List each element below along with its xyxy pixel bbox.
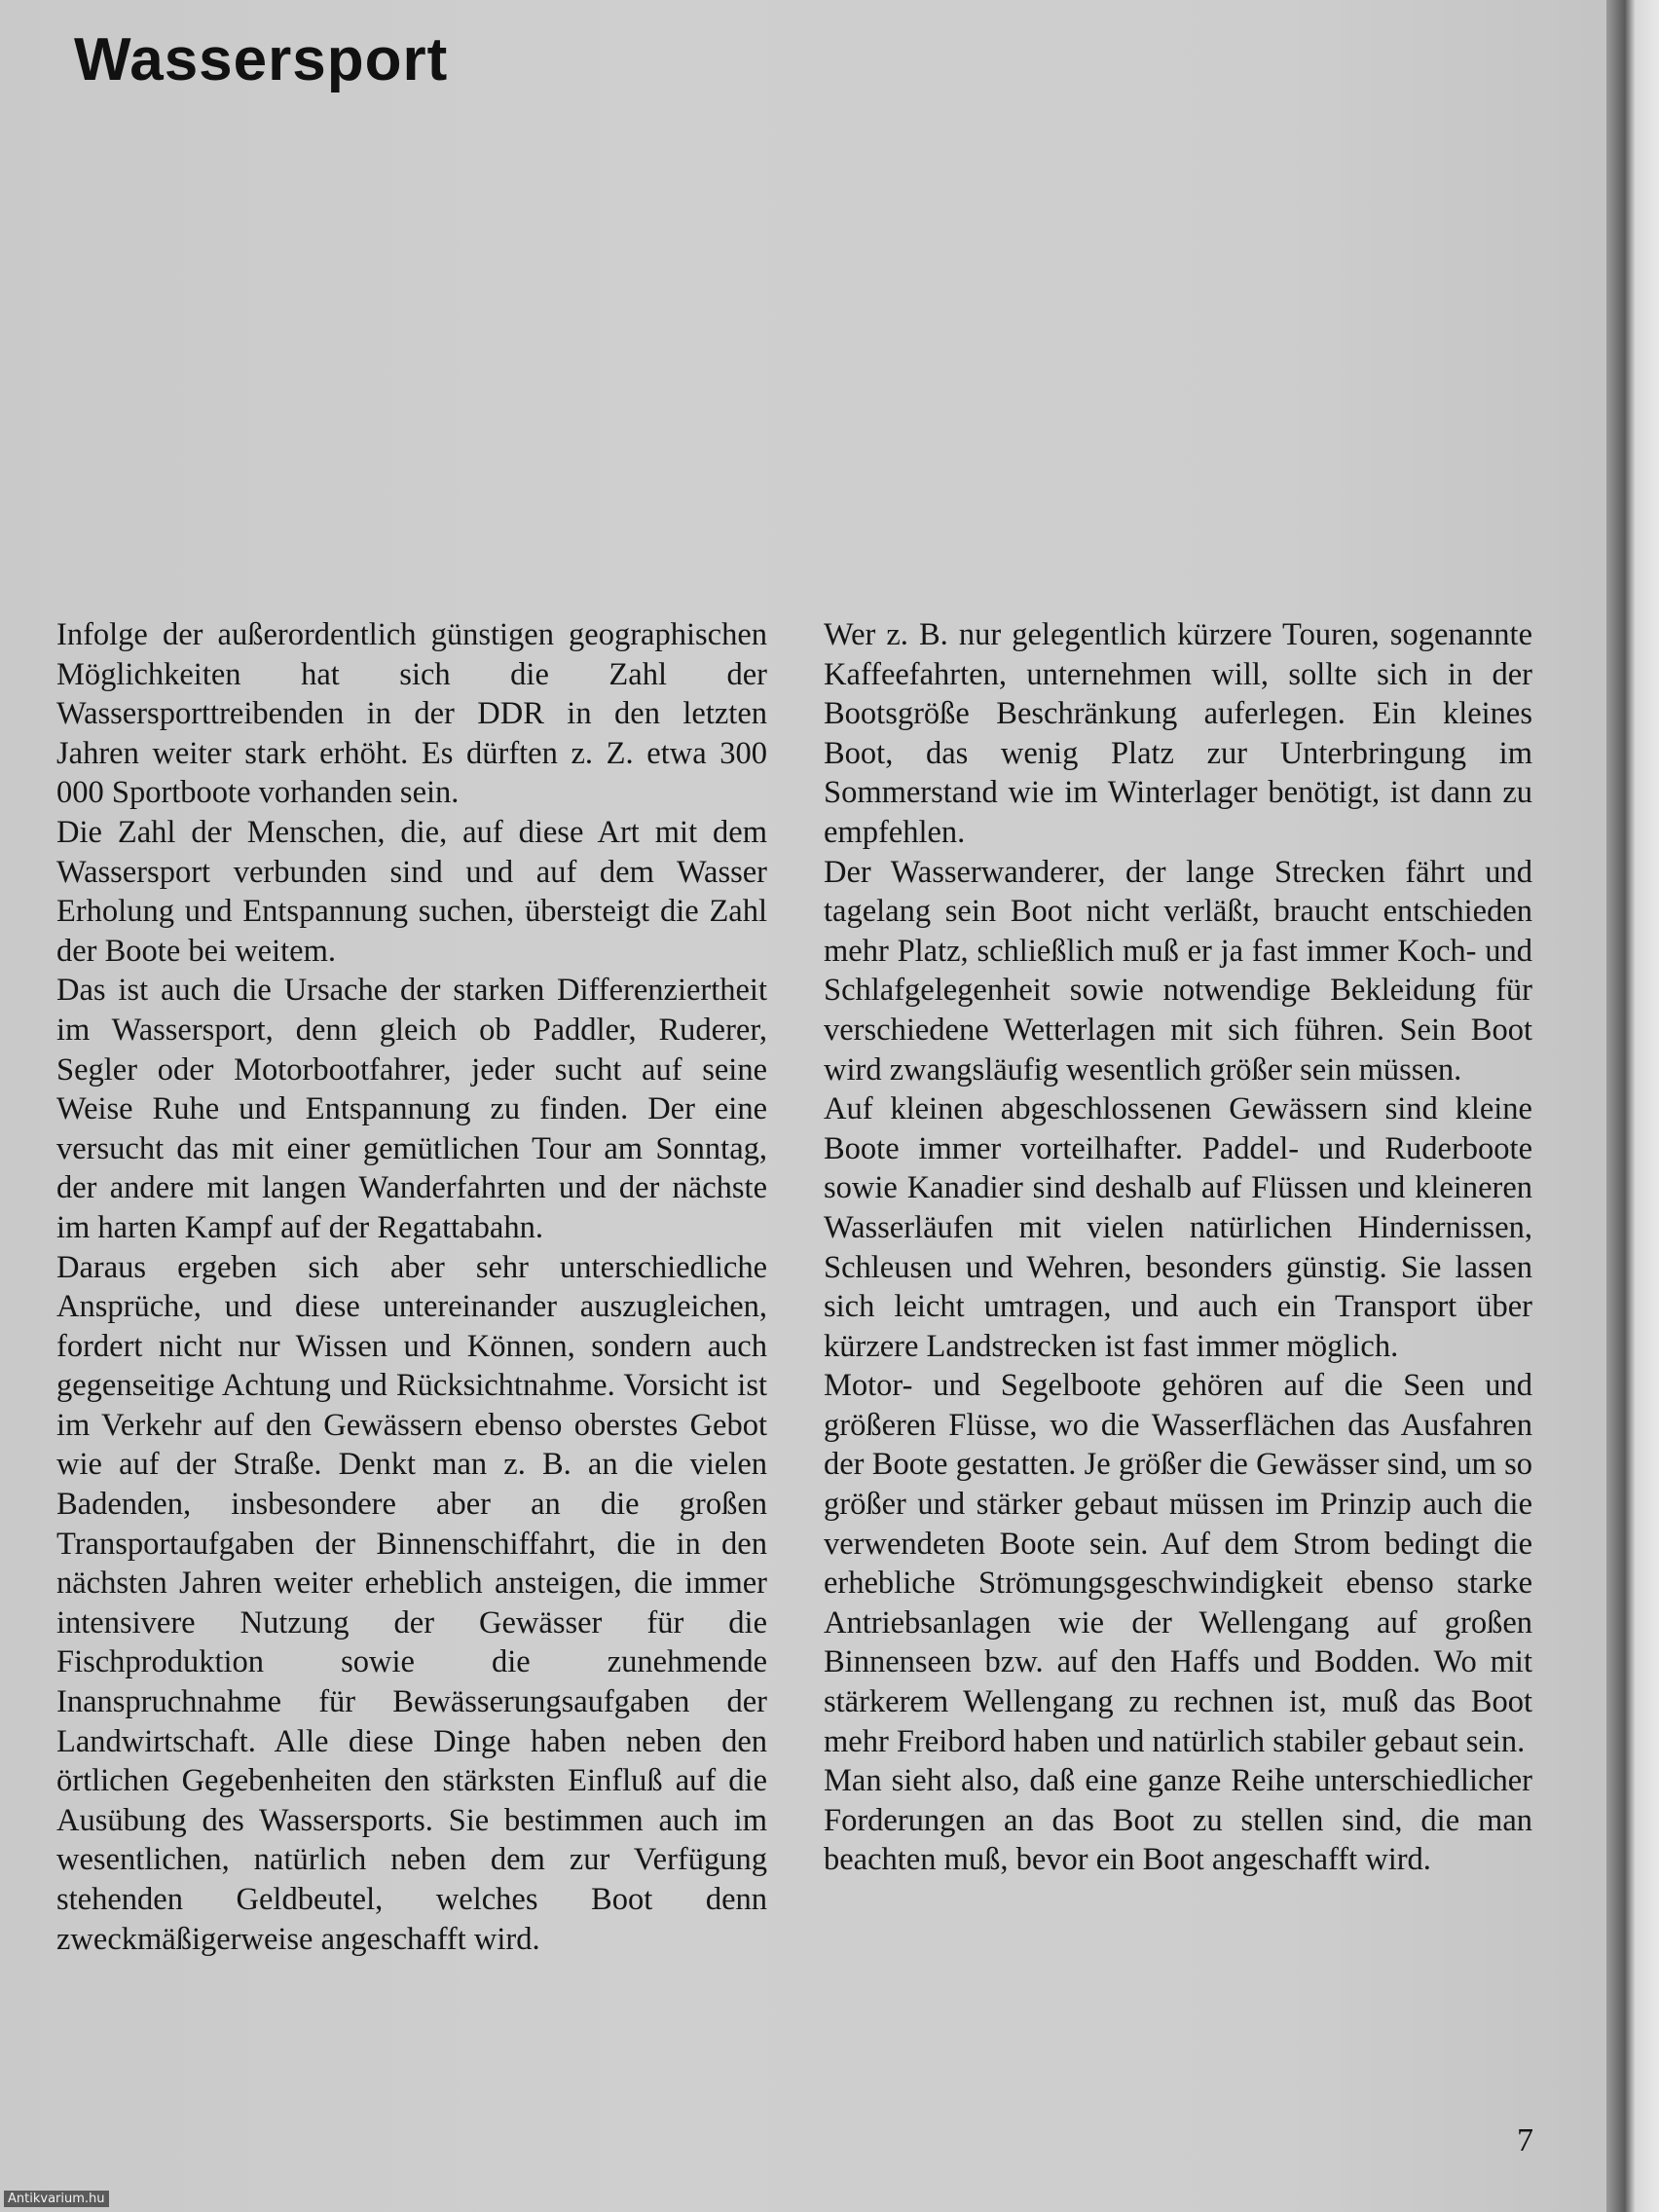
paragraph: Infolge der außerordentlich günstigen geographischen Möglichkeiten hat sich die Zahl der Wassersporttreibenden in der DDR in den letzten Jahren weiter stark erhöht. Es dürften z. Z. etwa 300 000 Sportboote vorhanden sein.: [56, 617, 767, 811]
text-column-left: [56, 615, 767, 1959]
paragraph: Der Wasserwanderer, der lange Strecken fährt und tagelang sein Boot nicht verläßt, braucht entschieden mehr Platz, schließlich muß er ja fast immer Koch- und Schlafgelegenheit sowie notwendige Bekleidung für verschiedene Wetterlagen mit sich führen. Sein Boot wird zwangsläufig wesentlich größer sein müssen.: [824, 854, 1532, 1088]
paragraph: Man sieht also, daß eine ganze Reihe unterschiedlicher Forderungen an das Boot zu stellen sind, die man beachten muß, bevor ein Boot angeschafft wird.: [824, 1763, 1532, 1878]
paragraph: Daraus ergeben sich aber sehr unterschiedliche Ansprüche, und diese untereinander auszugleichen, fordert nicht nur Wissen und Können, sondern auch gegenseitige Achtung und Rücksichtnahme. Vorsicht ist im Verkehr auf den Gewässern ebenso oberstes Gebot wie auf der Straße. Denkt man z. B. an die vielen Badenden, insbesondere aber an die großen Transportaufgaben der Binnenschiffahrt, die in den nächsten Jahren weiter erheblich ansteigen, die immer intensivere Nutzung der Gewässer für die Fischproduktion sowie die zunehmende Inanspruchnahme für Bewässerungsaufgaben der Landwirtschaft. Alle diese Dinge haben neben den örtlichen Gegebenheiten den stärksten Einfluß auf die Ausübung des Wassersports. Sie bestimmen auch im wesentlichen, natürlich neben dem zur Verfügung stehenden Geldbeutel, welches Boot denn zweckmäßigerweise angeschafft wird.: [56, 1249, 767, 1957]
text-column-right: [824, 615, 1532, 1880]
paragraph: Auf kleinen abgeschlossenen Gewässern sind kleine Boote immer vorteilhafter. Paddel- und Ruderboote sowie Kanadier sind deshalb auf Flüssen und kleineren Wasserläufen mit vielen natürlichen Hindernissen, Schleusen und Wehren, besonders günstig. Sie lassen sich leicht umtragen, und auch ein Transport über kürzere Landstrecken ist fast immer möglich.: [824, 1091, 1532, 1364]
watermark: Antikvarium.hu: [4, 2191, 109, 2207]
paragraph: Die Zahl der Menschen, die, auf diese Art mit dem Wassersport verbunden sind und auf dem Wasser Erholung und Entspannung suchen, übersteigt die Zahl der Boote bei weitem.: [56, 814, 767, 969]
page-title: Wassersport: [74, 26, 449, 93]
paragraph: Das ist auch die Ursache der starken Differenziertheit im Wassersport, denn gleich ob Paddler, Ruderer, Segler oder Motorbootfahrer, jeder sucht auf seine Weise Ruhe und Entspannung zu finden. Der eine versucht das mit einer gemütlichen Tour am Sonntag, der andere mit langen Wanderfahrten und der nächste im harten Kampf auf der Regattabahn.: [56, 973, 767, 1245]
page-number: 7: [1517, 2122, 1533, 2158]
paragraph: Motor- und Segelboote gehören auf die Seen und größeren Flüsse, wo die Wasserflächen das Ausfahren der Boote gestatten. Je größer die Gewässer sind, um so größer und stärker gebaut müssen im Prinzip auch die verwendeten Boote sein. Auf dem Strom bedingt die erhebliche Strömungsgeschwindigkeit ebenso starke Antriebsanlagen wie der Wellengang auf großen Binnenseen bzw. auf den Haffs und Bodden. Wo mit stärkerem Wellengang zu rechnen ist, muß das Boot mehr Freibord haben und natürlich stabiler gebaut sein.: [824, 1368, 1532, 1759]
paragraph: Wer z. B. nur gelegentlich kürzere Touren, sogenannte Kaffeefahrten, unternehmen will, sollte sich in der Bootsgröße Beschränkung auferlegen. Ein kleines Boot, das wenig Platz zur Unterbringung im Sommerstand wie im Winterlager benötigt, ist dann zu empfehlen.: [824, 617, 1532, 850]
book-spine-shadow: [1606, 0, 1659, 2212]
